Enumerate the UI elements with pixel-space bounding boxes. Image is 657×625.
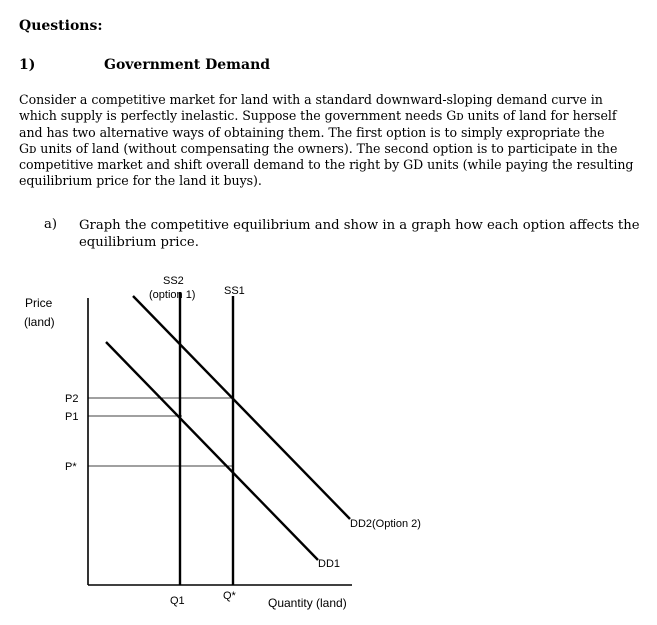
paragraph-line: Consider a competitive market for land with a standard downward-sloping demand curve in	[19, 92, 603, 107]
part-line: equilibrium price.	[79, 235, 199, 250]
y-axis-label-price: Price	[25, 296, 53, 310]
paragraph-line: equilibrium price for the land it buys).	[19, 173, 262, 189]
paragraph-line: and has two alternative ways of obtaining them. The first option is to simply expropriate the	[19, 124, 605, 140]
price-label-p2: P2	[65, 393, 79, 405]
question-title: Government Demand	[104, 57, 271, 73]
dd1-demand-line	[106, 342, 318, 560]
paragraph-line: Gᴅ units of land (without compensating the owners). The second option is to participate in the	[19, 140, 618, 156]
part-label: a)	[44, 217, 58, 232]
paragraph-line: which supply is perfectly inelastic. Suppose the government needs Gᴅ units of land for herself	[19, 108, 617, 124]
dd1-label: DD1	[318, 558, 341, 570]
dd2-demand-line	[133, 296, 350, 519]
ss2-label: SS2	[163, 275, 184, 287]
part-line: Graph the competitive equilibrium and show in a graph how each option affects the	[79, 218, 640, 233]
quantity-label-qstar: Q*	[223, 590, 236, 602]
y-axis-label-land: (land)	[24, 315, 55, 329]
quantity-label-q1: Q1	[170, 595, 185, 607]
ss1-label: SS1	[224, 285, 245, 297]
paragraph-line: competitive market and shift overall demand to the right by GD units (while paying the resulting	[19, 157, 634, 173]
price-label-pstar: P*	[65, 461, 77, 473]
questions-heading: Questions:	[19, 18, 103, 34]
dd2-label: DD2(Option 2)	[350, 518, 421, 530]
x-axis-label: Quantity (land)	[268, 596, 347, 610]
ss2-option-label: (option 1)	[149, 289, 196, 301]
question-number: 1)	[19, 57, 36, 73]
price-label-p1: P1	[65, 411, 79, 423]
